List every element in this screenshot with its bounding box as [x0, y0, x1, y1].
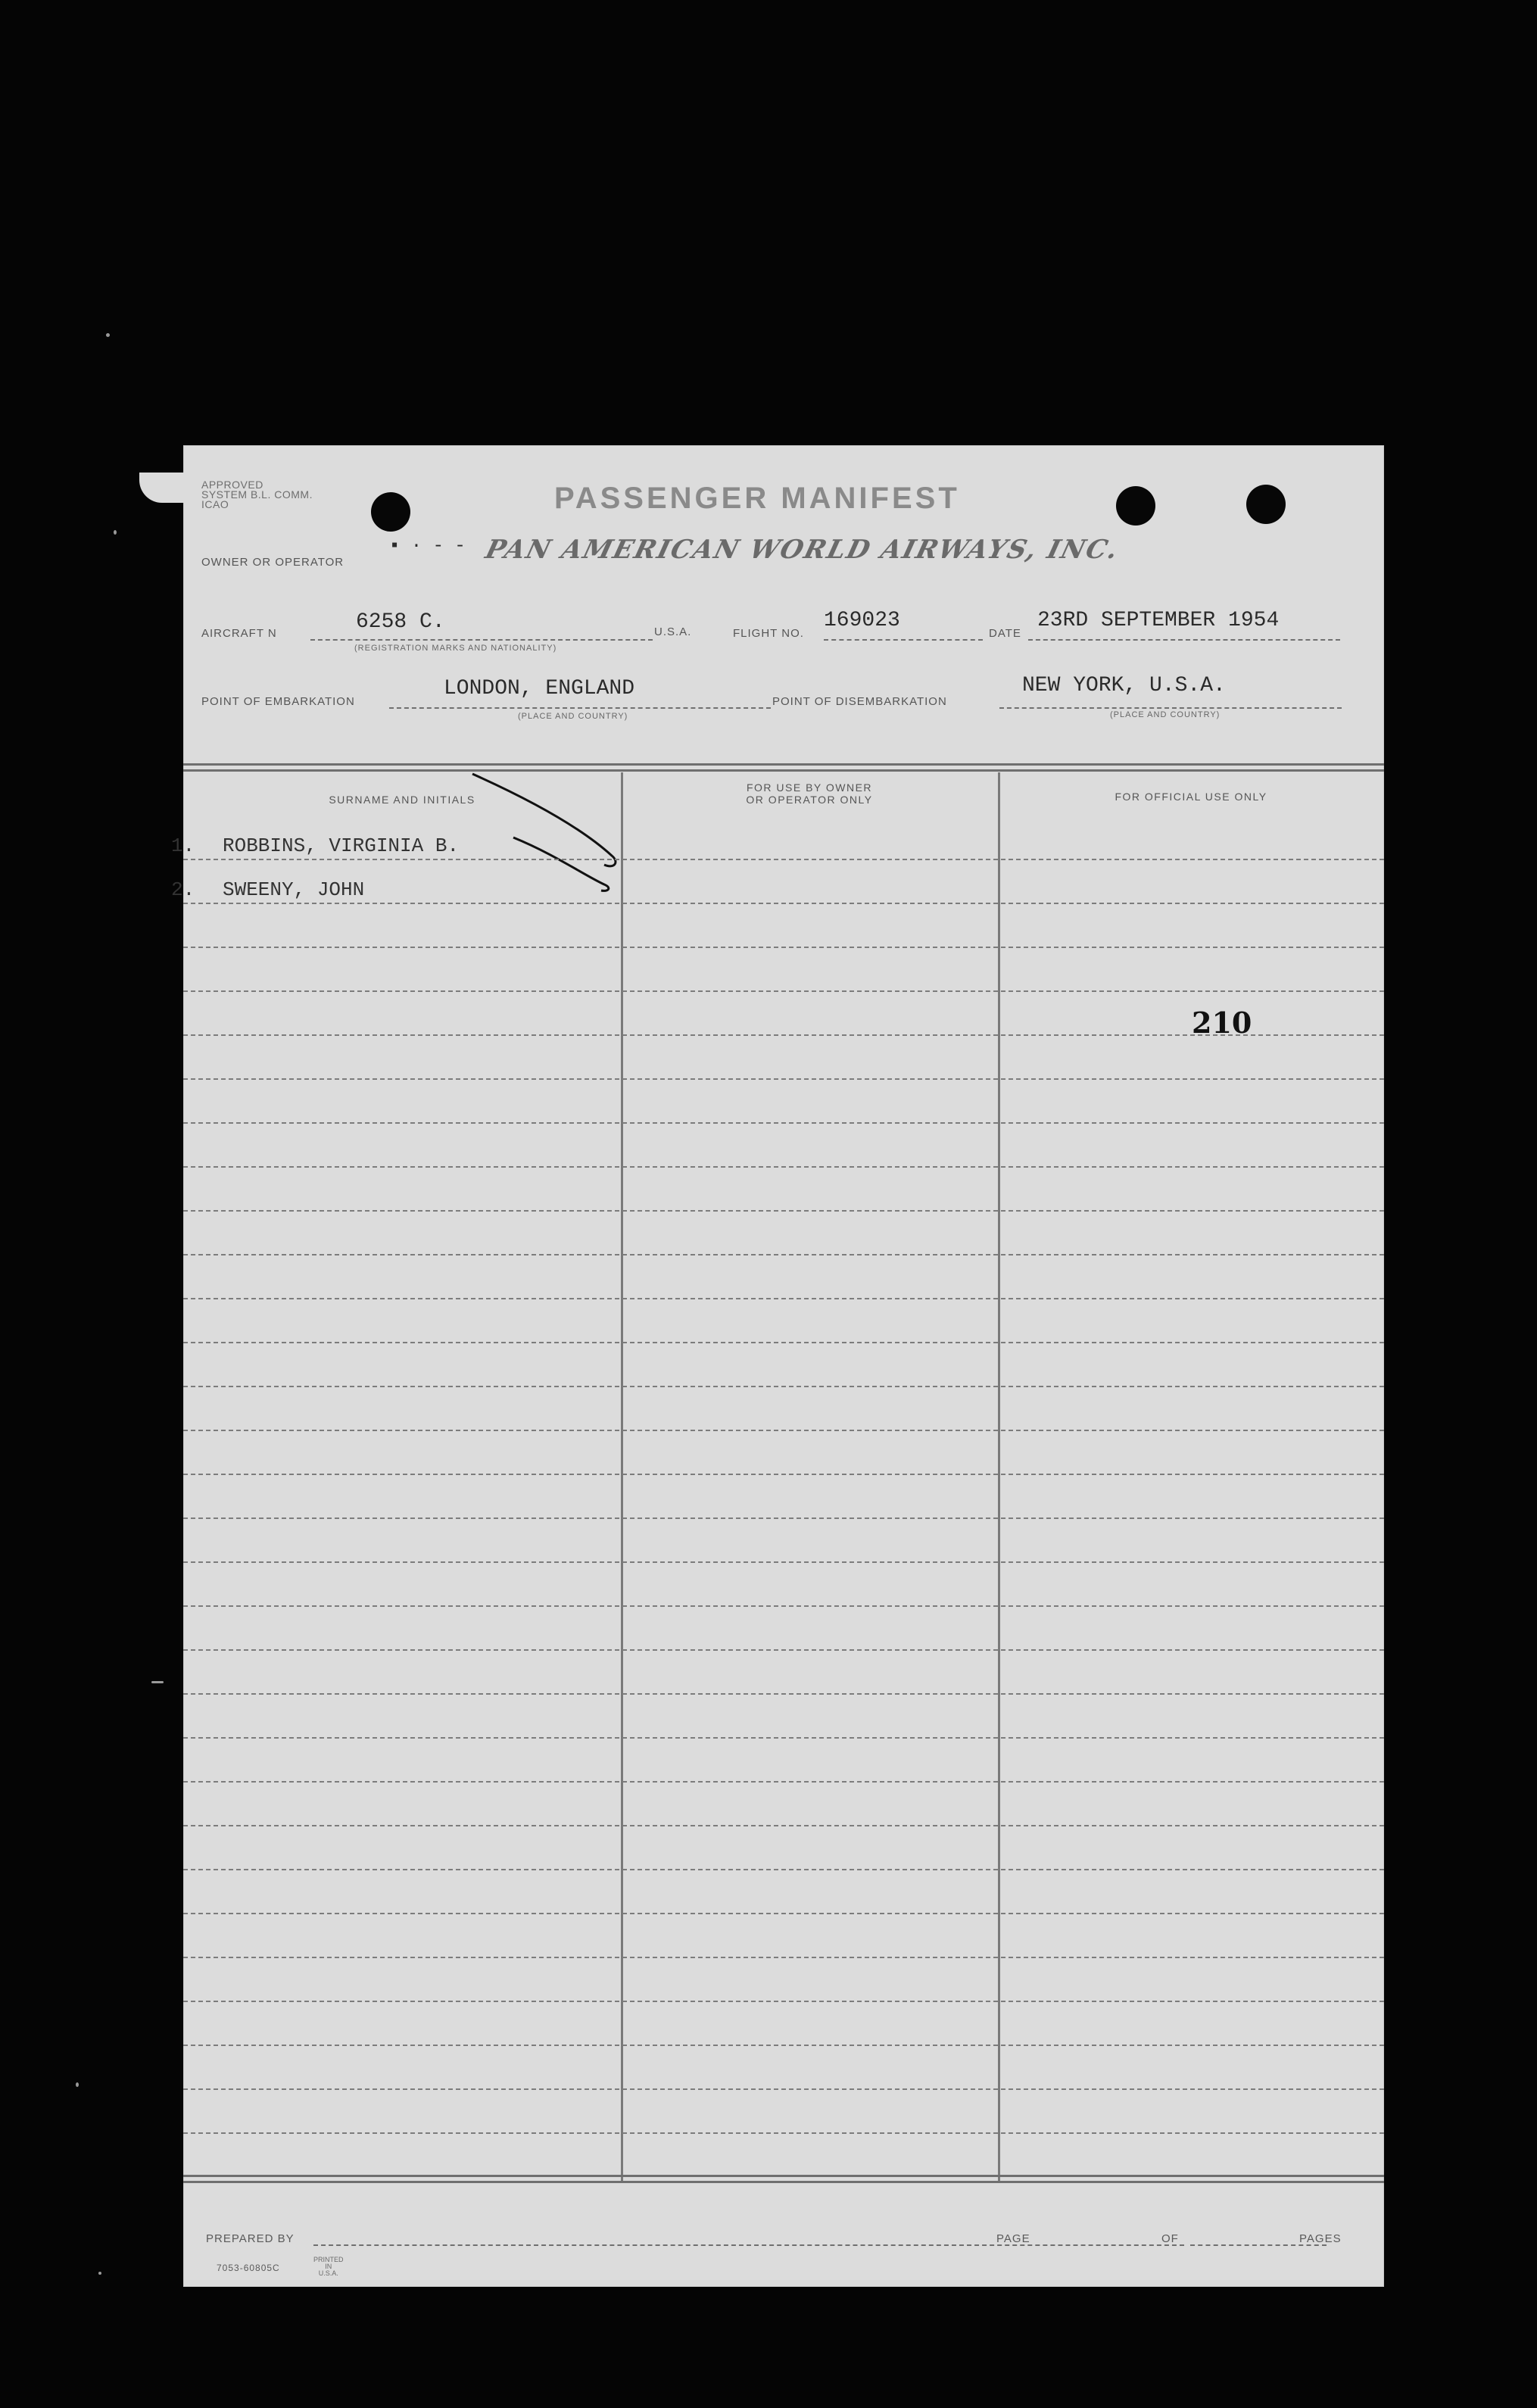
of-label: OF	[1161, 2232, 1179, 2245]
printed-in-mark	[313, 2257, 344, 2277]
table-row-line	[183, 1210, 1384, 1212]
table-row-line	[183, 1693, 1384, 1695]
table-bottom-rule	[183, 2181, 1384, 2183]
disembark-line	[999, 707, 1342, 709]
scan-speck	[106, 333, 110, 337]
embark-sub: (PLACE AND COUNTRY)	[518, 712, 628, 721]
owner-label: OWNER OR OPERATOR	[201, 556, 344, 569]
date-line	[1028, 639, 1340, 641]
table-row-line	[183, 1561, 1384, 1563]
table-row-line	[183, 2001, 1384, 2002]
table-top-rule	[183, 769, 1384, 772]
table-row-line	[183, 947, 1384, 948]
approval-line: SYSTEM B.L. COMM.	[201, 488, 313, 501]
prepared-by-line	[313, 2244, 1184, 2246]
table-row-line	[183, 1078, 1384, 1080]
date-label: DATE	[989, 627, 1021, 640]
table-row-line	[183, 1913, 1384, 1914]
flight-line	[824, 639, 983, 641]
approval-note	[201, 480, 313, 510]
printed-line: IN	[325, 2263, 332, 2270]
disembark-value: NEW YORK, U.S.A.	[1022, 674, 1226, 697]
page-label: PAGE	[996, 2232, 1030, 2245]
official-header: FOR OFFICIAL USE ONLY	[1115, 791, 1267, 803]
aircraft-sub: (REGISTRATION MARKS AND NATIONALITY)	[354, 644, 557, 653]
table-row-line	[183, 1649, 1384, 1651]
embark-line	[389, 707, 771, 709]
punch-hole	[1246, 485, 1286, 524]
printed-line: U.S.A.	[318, 2269, 338, 2277]
surname-header: SURNAME AND INITIALS	[329, 794, 475, 806]
passenger-name: ROBBINS, VIRGINIA B.	[223, 834, 460, 857]
table-bottom-rule	[183, 2175, 1384, 2177]
owner-value: PAN AMERICAN WORLD AIRWAYS, INC.	[482, 535, 1123, 565]
operator-header-line: OR OPERATOR ONLY	[746, 794, 873, 806]
flight-label: FLIGHT NO.	[733, 627, 804, 640]
scan-speck	[114, 530, 117, 535]
date-value: 23RD SEPTEMBER 1954	[1037, 609, 1280, 632]
aircraft-value: 6258 C.	[356, 610, 445, 634]
embark-value: LONDON, ENGLAND	[444, 677, 635, 700]
scan-speck	[151, 1681, 164, 1683]
aircraft-line	[310, 639, 653, 641]
table-row-line	[183, 1122, 1384, 1124]
table-row-line	[183, 903, 1384, 904]
column-divider	[998, 772, 1000, 2181]
table-top-rule	[183, 763, 1384, 766]
owner-dashes: ▪ · - -	[389, 536, 466, 557]
table-row-line	[183, 1957, 1384, 1958]
table-row-line	[183, 1298, 1384, 1299]
table-row-line	[183, 2132, 1384, 2134]
aircraft-label: AIRCRAFT N	[201, 627, 277, 640]
table-row-line	[183, 1430, 1384, 1431]
scan-speck	[98, 2272, 101, 2275]
table-row-line	[183, 1825, 1384, 1826]
table-row-line	[183, 1254, 1384, 1255]
table-row-line	[183, 1517, 1384, 1519]
table-row-line	[183, 2045, 1384, 2046]
official-stamp: 210	[1192, 1006, 1252, 1040]
column-divider	[621, 772, 623, 2181]
check-mark	[513, 837, 609, 891]
operator-header-line: FOR USE BY OWNER	[746, 781, 873, 794]
table-row-line	[183, 1474, 1384, 1475]
embark-label: POINT OF EMBARKATION	[201, 695, 355, 708]
passenger-number: 1.	[171, 834, 195, 857]
punch-hole	[1116, 486, 1155, 526]
table-row-line	[183, 2088, 1384, 2090]
passenger-number: 2.	[171, 878, 195, 901]
manifest-sheet	[171, 445, 1384, 2287]
disembark-label: POINT OF DISEMBARKATION	[772, 695, 947, 708]
approval-line: APPROVED	[201, 479, 263, 491]
operator-header	[621, 781, 998, 806]
table-row-line	[183, 1737, 1384, 1739]
nationality-label: U.S.A.	[654, 625, 692, 638]
form-title: PASSENGER MANIFEST	[554, 482, 960, 515]
check-marks	[471, 771, 645, 907]
table-row-line	[183, 1781, 1384, 1783]
printed-line: PRINTED	[313, 2256, 344, 2263]
prepared-by-label: PREPARED BY	[206, 2232, 295, 2245]
table-row-line	[183, 1166, 1384, 1168]
punch-hole	[371, 492, 410, 532]
torn-corner	[139, 473, 192, 503]
scan-speck	[76, 2082, 79, 2087]
table-row-line	[183, 859, 1384, 860]
table-row-line	[183, 990, 1384, 992]
table-row-line	[183, 1342, 1384, 1343]
disembark-sub: (PLACE AND COUNTRY)	[1110, 710, 1221, 719]
table-row-line	[183, 1869, 1384, 1870]
table-row-line	[183, 1605, 1384, 1607]
approval-line: ICAO	[201, 498, 229, 510]
table-row-line	[183, 1386, 1384, 1387]
form-number: 7053-60805C	[217, 2263, 280, 2273]
passenger-name: SWEENY, JOHN	[223, 878, 365, 901]
pages-label: PAGES	[1299, 2232, 1342, 2245]
flight-value: 169023	[824, 609, 900, 632]
